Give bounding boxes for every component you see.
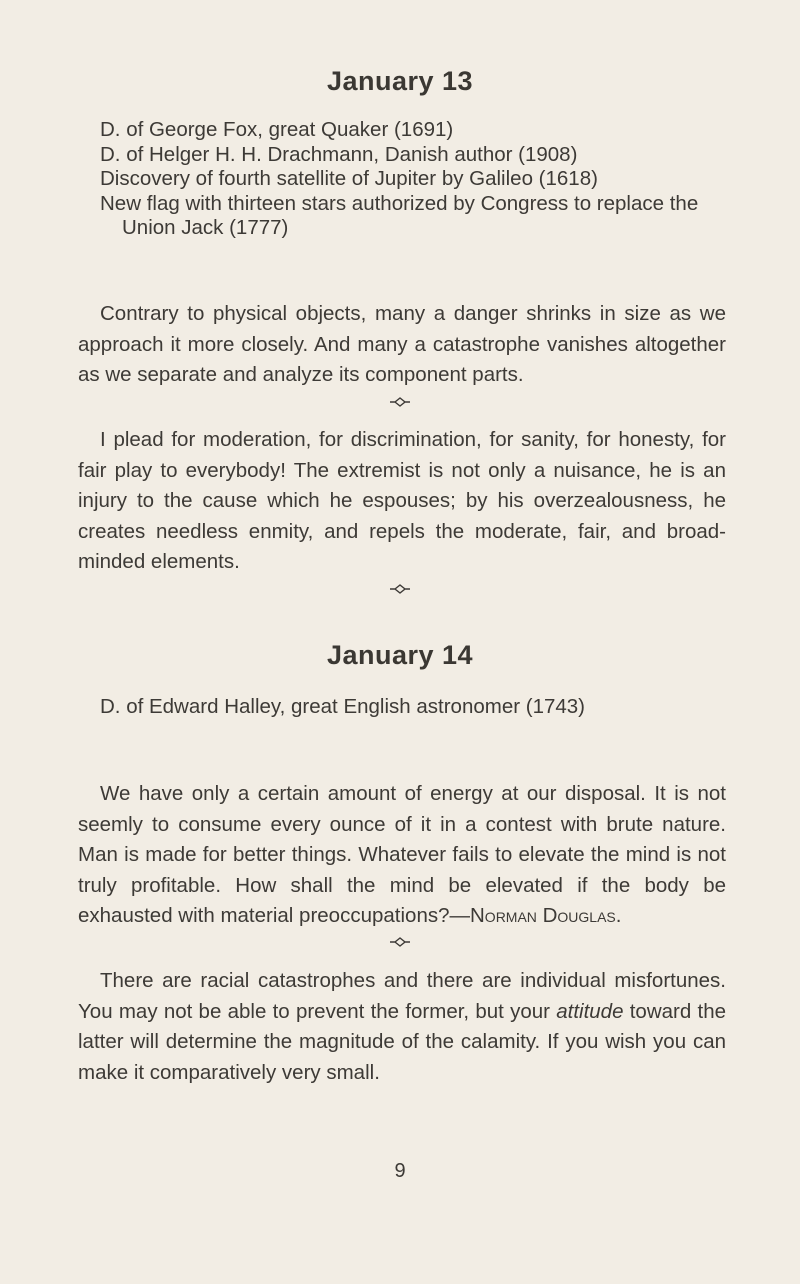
event-item: New flag with thirteen stars authorized by Congress to replace the Union Jack (1777) [100,191,699,239]
quote-text: We have only a certain amount of energy at our disposal. It is not seemly to consume every ounce of it in a contest with brute nature. Man is made for better things. Whatever fails to elevate the mind is not truly profitable. How shall the mind be elevated if the body be exhausted with material preoccupations?— [78,782,726,928]
event-item: D. of Edward Halley, great English astronomer (1743) [100,695,586,718]
events-list-january-13 [100,118,710,241]
diamond-ornament-icon [390,396,410,408]
quote-paragraph [78,779,726,932]
event-item: D. of Helger H. H. Drachmann, Danish author (1908) [100,142,578,166]
section-heading-january-14: January 14 [326,640,474,670]
quote-attribution: Norman Douglas. [470,904,622,928]
quote-paragraph [78,966,726,1088]
events-list-january-14 [100,695,710,720]
event-item: Discovery of fourth satellite of Jupiter by Galileo (1618) [100,167,598,190]
quote-emphasis: attitude [556,999,624,1023]
quote-text: There are racial catastrophes and there are individual misfortunes. You may not be able to prevent the former, but your [78,969,726,1023]
diamond-ornament-icon [390,936,410,948]
section-heading-january-13: January 13 [326,66,474,96]
quote-paragraph: I plead for moderation, for discrimination, for sanity, for honesty, for fair play to everybody! The extremist is not only a nuisance, he is an injury to the cause which he espouses; by his overzealousness, he creates needless enmity, and repels the moderate, fair, and broad-minded elements. [78,428,726,574]
page-number: 9 [394,1160,406,1182]
quote-text: toward the latter will determine the magnitude of the calamity. If you wish you can make it comparatively very small. [78,999,727,1084]
event-item: D. of George Fox, great Quaker (1691) [100,118,454,141]
diamond-ornament-icon [390,583,410,595]
quote-paragraph: Contrary to physical objects, many a danger shrinks in size as we approach it more closely. And many a catastrophe vanishes altogether as we separate and analyze its component parts. [78,302,726,387]
